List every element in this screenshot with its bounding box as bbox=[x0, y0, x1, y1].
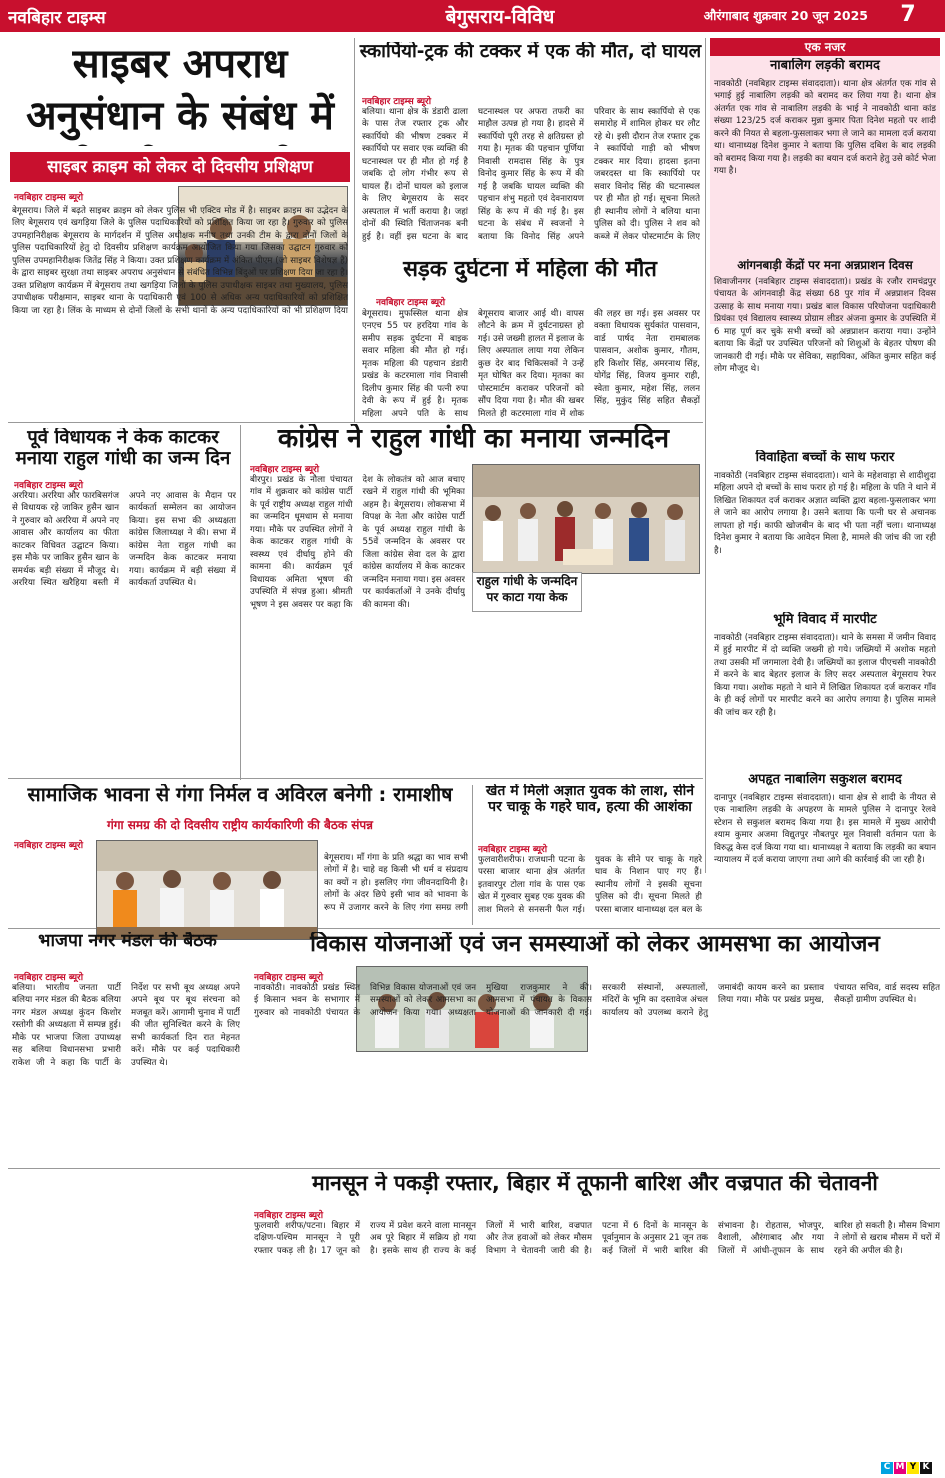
cyber-subhead: साइबर क्राइम को लेकर दो दिवसीय प्रशिक्षण bbox=[10, 152, 350, 182]
rule-1 bbox=[354, 38, 355, 423]
bhajpa-headline: भाजपा नगर मंडल की बैठक bbox=[38, 932, 217, 951]
purv-vidhayak-body: अररिया। अररिया और फारबिसगंज से विधायक रहे जाकिर हुसैन खान ने गुरुवार को अररिया में अपने नए आवास और कार्यालय का फीता काटकर विधिवत उद्घाटन किया। इस मौके पर जाकिर हुसैन खान के समर्थक बड़ी संख्या में मौजूद थे। अररिया स्थित खरैहिया बस्ती में अपने नए आवास के मैदान पर कार्यकर्ता सम्मेलन का आयोजन किया। इस सभा की अध्यक्षता कांग्रेस जिलाध्यक्ष ने की। सभा में कांग्रेस नेता राहुल गांधी का जन्मदिन केक काटकर मनाया गया। कार्यक्रम में बड़ी संख्या में कार्यकर्ता उपस्थित थे। bbox=[12, 491, 236, 589]
section-title: बेगुसराय-विविध bbox=[445, 6, 555, 28]
khet-byline: नवबिहार टाइम्स ब्यूरो bbox=[478, 845, 548, 854]
purv-byline: नवबिहार टाइम्स ब्यूरो bbox=[14, 481, 84, 490]
color-mark-y: Y bbox=[907, 1462, 919, 1474]
rule-2 bbox=[705, 38, 706, 873]
anganwadi-headline: आंगनबाड़ी केंद्रों पर मना अन्नप्राशन दिवस bbox=[737, 258, 913, 272]
congress-byline: नवबिहार टाइम्स ब्यूरो bbox=[250, 465, 320, 474]
bal-vivah-body: नावकोठी (नवबिहार टाइम्स संवाददाता)। थाने के महेशवाड़ा से शादीशुदा महिला अपने दो बच्चों के साथ फरार हो गई है। महिला के पति ने थाने में लिखित शिकायत दर्ज कराकर अज्ञात व्यक्ति द्वारा बहला-फुसलाकर भगा ले जाने का आरोप लगाया है। उसने बताया कि पत्नी घर से अचानक लापता हो गई। काफी खोजबीन के बाद भी पता नहीं चला। थानाध्यक्ष दिनेश कुमार ने बताया कि आवेदन मिला है, मामले की जांच की जा रही है। bbox=[714, 471, 936, 556]
khet-body: फुलवारीशरीफ। राजधानी पटना के परसा बाजार थाना क्षेत्र अंतर्गत इतवारपुर टोला गांव के पास एक खेत में गुरुवार सुबह एक युवक की लाश मिलने से सनसनी फैल गई। युवक के सीने पर चाकू के गहरे घाव के निशान पाए गए हैं। स्थानीय लोगों ने इसकी सूचना पुलिस को दी। सूचना मिलते ही परसा बाजार थानाध्यक्ष दल बल के bbox=[478, 855, 702, 915]
apahrit-headline: अपहृत नाबालिग सकुशल बरामद bbox=[748, 772, 902, 787]
ek-nazar-body: नावकोठी (नवबिहार टाइम्स संवाददाता)। थाना क्षेत्र अंतर्गत एक गांव से भगाई हुई नाबालिग लड़की को बरामद कर लिया गया है। थाना क्षेत्र अंतर्गत एक गांव से नाबालिग लड़की के भाई ने नावकोठी थाना कांड संख्या 123/25 दर्ज कराकर मुन्ना कुमार पिता दिनेश महतो पर शादी करने की नियत से बहला-फुसलाकर भगा ले जाने का मामला दर्ज कराया था। थानाध्यक्ष दिनेश कुमार ने बताया कि पुलिस दबिश के बाद लड़की को बरामद किया गया है। लड़की का बयान दर्ज कराने हेतु उसे कोर्ट भेजा गया है। bbox=[714, 79, 936, 177]
bhumi-body: नावकोठी (नवबिहार टाइम्स संवाददाता)। थाने के समसा में जमीन विवाद में हुई मारपीट में दो व्यक्ति जख्मी हो गये। जख्मियों में अशोक महतो तथा उसकी माँ जगमाला देवी है। जख्मियों का इलाज पीएचसी नावकोठी में करने के बाद बेहतर इलाज के लिए सदर अस्पताल बेगूसराय रेफर किया गया। अशोक महतो ने थाने में लिखित शिकायत दर्ज कराकर गाँव के ही कई लोगों पर मारपीट करने का आरोप लगाया है। पुलिस मामले की जांच कर रही है। bbox=[714, 633, 936, 718]
khet-headline: खेत में मिली अज्ञात युवक की लाश, सीने पर चाकू के गहरे घाव, हत्या की आशंका bbox=[485, 784, 695, 815]
rule-h2 bbox=[8, 778, 703, 779]
bhumi-headline: भूमि विवाद में मारपीट bbox=[773, 612, 877, 627]
scorpio-body: बलिया। थाना क्षेत्र के डंडारी ढाला के पास तेज रफ्तार ट्रक और स्कार्पियो की भीषण टक्कर में स्कार्पियो पर सवार एक व्यक्ति की घटनास्थल पर ही मौत हो गई है जबकि दो लोग गंभीर रूप से घायल हैं। दोनों घायल को इलाज के लिए बेगूसराय के सदर अस्पताल में भर्ती कराया है। जहां दोनों की स्थिति चिंताजनक बनी हुई है। वहीं इस घटना के बाद घटनास्थल पर अफरा तफरी का माहौल उत्पन्न हो गया है। हादसे में स्कार्पियो पूरी तरह से क्षतिग्रस्त हो गया है। मृतक की पहचान पूर्णिया निवासी रामदास सिंह के पुत्र विनोद कुमार सिंह के रूप में की गई है जबकि घायल व्यक्ति की पहचान शंभु महतो एवं देवनारायण सिंह के रूप में की गई है। इस घटना के संबंध में स्वजनों ने बताया कि विनोद सिंह अपने परिवार के साथ स्कार्पियो से एक समारोह में शामिल होकर घर लौट रहे थे। इसी दौरान तेज रफ्तार ट्रक ने स्कार्पियो गाड़ी को भीषण टक्कर मार दिया। हादसा इतना जबरदस्त था कि स्कार्पियो पर सवार विनोद सिंह की घटनास्थल पर ही मौत हो गई। सूचना मिलते ही स्थानीय लोगों ने बलिया थाना पुलिस को दी। पुलिस ने शव को कब्जे में लेकर पोस्टमार्टम के लिए bbox=[362, 107, 700, 242]
scorpio-headline: स्कार्पियो-ट्रक की टक्कर में एक की मौत, दो घायल bbox=[359, 42, 702, 62]
mansoon-byline: नवबिहार टाइम्स ब्यूरो bbox=[254, 1211, 324, 1220]
bal-vivah-headline: विवाहिता बच्चों के साथ फरार bbox=[755, 450, 895, 465]
ganga-byline: नवबिहार टाइम्स ब्यूरो bbox=[14, 841, 84, 850]
cyber-body: बेगूसराय। जिले में बढ़ते साइबर क्राइम को लेकर पुलिस भी एक्टिव मोड में है। साइबर क्राइम का उद्भेदन के लिए बेगूसराय एवं खगड़िया जिले के पुलिस पदाधिकारियों को प्रशिक्षित किया जा रहा है। गुरुवार को पुलिस उपमहानिरीक्षक बेगूसराय के मार्गदर्शन में पुलिस अधीक्षक मनीष तथा उनकी टीम के द्वारा दोनों जिलों के पुलिस पदाधिकारियों हेतु दो दिवसीय प्रशिक्षण कार्यक्रम आयोजित किया गया जिसका उद्घाटन गुरुवार को पुलिस उपमहानिरीक्षक जितेंद्र सिंह ने किया। उक्त प्रशिक्षण कार्यक्रम में अंकित पीएम (जो साइबर विशेषज्ञ हैं) के द्वारा साइबर सुरक्षा तथा साइबर अपराध अनुसंधान से संबंधित विभिन्न बिंदुओं पर प्रशिक्षण दिया जा रहा है। उक्त प्रशिक्षण कार्यक्रम में बेगूसराय तथा खगड़िया जिलों के पुलिस उपाधीक्षक साइबर तथा मुख्यालय, पुलिस उपाधीक्षक परीक्षमान, साइबर थाना के पदाधिकारी एवं 100 से अधिक अन्य पदाधिकारियों को प्रशिक्षित किया जा रहा है। लिंक के माध्यम से दोनों जिलों के सभी थानों के अन्य पदाधिकारियों को भी प्रशिक्षण दिया bbox=[12, 206, 348, 316]
bhajpa-byline: नवबिहार टाइम्स ब्यूरो bbox=[14, 973, 84, 982]
rule-4 bbox=[472, 785, 473, 925]
ek-nazar-headline: नाबालिग लड़की बरामद bbox=[770, 58, 880, 73]
cyber-headline: साइबर अपराध अनुसंधान के संबंध में bbox=[26, 41, 334, 139]
mansoon-headline: मानसून ने पकड़ी रफ्तार, बिहार में तूफानी बारिश और वज्रपात की चेतावनी bbox=[312, 1172, 878, 1195]
road-headline: सड़क दुर्घटना में महिला की मौत bbox=[403, 258, 657, 282]
congress-cake-photo bbox=[472, 464, 700, 574]
ganga-subhead: गंगा समग्र की दो दिवसीय राष्ट्रीय कार्यकारिणी की बैठक संपन्न bbox=[106, 818, 374, 832]
vikas-headline: विकास योजनाओं एवं जन समस्याओं को लेकर आमसभा का आयोजन bbox=[310, 932, 880, 957]
color-mark-k: K bbox=[920, 1462, 932, 1474]
cyber-byline: नवबिहार टाइम्स ब्यूरो bbox=[14, 193, 84, 202]
place-date: औरंगाबाद शुक्रवार 20 जून 2025 bbox=[703, 8, 868, 23]
road-byline: नवबिहार टाइम्स ब्यूरो bbox=[376, 298, 446, 307]
mansoon-body: फुलवारी शरीफ/पटना। बिहार में दक्षिण-पश्चिम मानसून ने पूरी रफ्तार पकड़ ली है। 17 जून को राज्य में प्रवेश करने वाला मानसून अब पूरे बिहार में सक्रिय हो गया है। इसके साथ ही राज्य के कई जिलों में भारी बारिश, वज्रपात और तेज हवाओं को लेकर मौसम विभाग ने चेतावनी जारी की है। पटना में 6 दिनों के मानसून के पूर्वानुमान के अनुसार 21 जून तक कई जिलों में भारी बारिश की संभावना है। रोहतास, भोजपुर, वैशाली, औरंगाबाद और गया जिलों में आंधी-तूफान के साथ बारिश हो सकती है। मौसम विभाग ने लोगों से खराब मौसम में घरों में रहने की अपील की है। bbox=[254, 1221, 940, 1256]
ganga-body: बेगूसराय। माँ गंगा के प्रति श्रद्धा का भाव सभी लोगों में है। चाहे वह किसी भी धर्म व संप्रदाय का क्यों न हो। इसलिए गंगा जीवनदायिनी है। लोगों के अंदर छिपे इसी भाव को भावना के रूप में उजागर करने के लिए गंगा समग्र लगी bbox=[324, 853, 468, 913]
ganga-headline: सामाजिक भावना से गंगा निर्मल व अविरल बनेगी : रामाशीष bbox=[27, 784, 453, 806]
vikas-body: नावकोठी। नावकोठी प्रखंड स्थित ई किसान भवन के सभागार में गुरुवार को नावकोठी पंचायत के विभिन्न विकास योजनाओं एवं जन समस्याओं को लेकर आमसभा का आयोजन किया गया। अध्यक्षता मुखिया राजकुमार ने की। आमसभा में पंचायत के विकास योजनाओं की जानकारी दी गई। सरकारी संस्थानों, अस्पतालों, मंदिरों के भूमि का दस्तावेज अंचल कार्यालय को उपलब्ध कराने हेतु जमाबंदी कायम करने का प्रस्ताव लिया गया। मौके पर प्रखंड प्रमुख, पंचायत सचिव, वार्ड सदस्य सहित सैकड़ों ग्रामीण उपस्थित थे। bbox=[254, 983, 940, 1018]
bhajpa-body: बलिया। भारतीय जनता पार्टी बलिया नगर मंडल की बैठक बलिया नगर मंडल अध्यक्ष कुंदन किशोर रस्तोगी की अध्यक्षता में सम्पन्न हुई। मौके पर भाजपा जिला उपाध्यक्ष सह बलिया विधानसभा प्रभारी राकेश जी ने कहा कि पार्टी के निर्देश पर सभी बूथ अध्यक्ष अपने अपने बूथ पर बूथ संरचना को मजबूत करें। आगामी चुनाव में पार्टी की जीत सुनिश्चित करने के लिए सभी कार्यकर्ता दिन रात मेहनत करें। मौके पर कई पदाधिकारी उपस्थित थे। bbox=[12, 983, 240, 1068]
congress-headline: कांग्रेस ने राहुल गांधी का मनाया जन्मदिन bbox=[277, 424, 670, 454]
cyber-body-cont bbox=[180, 308, 348, 338]
rule-3 bbox=[240, 425, 241, 780]
congress-body: बीरपुर। प्रखंड के नौला पंचायत गांव में शुक्रवार को कांग्रेस पार्टी के पूर्व राष्ट्रीय अध्यक्ष राहुल गांधी का जन्मदिन धूमधाम से मनाया गया। मौके पर उपस्थित लोगों ने केक काटकर राहुल गांधी के स्वस्थ्य एवं दीर्घायु होने की कामना की। कार्यक्रम पूर्व विधायक अमिता भूषण की उपस्थिति में संपन्न हुआ। श्रीमती भूषण ने इस अवसर पर कहा कि देश के लोकतंत्र को आज बचाए रखने में राहुल गांधी की भूमिका अहम है। बेगूसराय। लोकसभा में विपक्ष के नेता और कांग्रेस पार्टी के पूर्व अध्यक्ष राहुल गांधी के 55वें जन्मदिन के अवसर पर जिला कांग्रेस सेवा दल के द्वारा कांग्रेस कार्यालय में केक काटकर जन्मदिन मनाया गया। इस अवसर पर कार्यकर्ताओं ने उनके दीर्घायु की कामना की। bbox=[250, 475, 465, 610]
color-register-marks bbox=[880, 1462, 942, 1476]
anganwadi-body: शिवाजीनगर (नवबिहार टाइम्स संवाददाता)। प्रखंड के रजौर रामचंद्रपुर पंचायत के आंगनवाड़ी केंद्र संख्या 68 पुर गांव में अन्नप्राशन दिवस उत्साह के साथ मनाया गया। प्रखंड बाल विकास परियोजना पदाधिकारी प्रियंका एवं विद्यालय स्वास्थ्य प्रोग्राम लीडर अंजना कुमार के उपस्थिति में 6 माह पूर्ण कर चुके सभी बच्चों को अन्नप्राशन कराया गया। उन्होंने बताया कि केंद्रों पर उपस्थित परिजनों को शिशुओं के बेहतर पोषण की जानकारी दी गई। मौके पर सेविका, सहायिका, अंकित कुमार सहित कई लोग मौजूद थे। bbox=[714, 277, 936, 375]
rule-h1 bbox=[8, 422, 703, 423]
color-mark-m: M bbox=[895, 1462, 905, 1472]
ek-nazar-label: एक नजर bbox=[710, 38, 940, 56]
road-body: बेगूसराय। मुफस्सिल थाना क्षेत्र एनएच 55 पर हरदिया गांव के समीप सड़क दुर्घटना में बाइक सवार महिला की मौत हो गई। मृतक महिला की पहचान डंडारी प्रखंड के कटरमाला गांव निवासी दिलीप कुमार सिंह की पत्नी रुपा देवी के रूप में हुई है। मृतक महिला अपने पति के साथ बेगूसराय बाजार आई थी। वापस लौटने के क्रम में दुर्घटनाग्रस्त हो गई। उसे जख्मी हालत में इलाज के लिए अस्पताल लाया गया लेकिन कुछ देर बाद चिकित्सकों ने उन्हें मृत घोषित कर दिया। मृतका का पोस्टमार्टम कराकर परिजनों को सौंप दिया गया है। मौत की खबर मिलते ही कटरमाला गांव में शोक की लहर छा गई। इस अवसर पर वक्ता विधायक सुर्यकांत पासवान, वार्ड पार्षद नेता रामबालक पासवान, अशोक कुमार, गौतम, हरि किशोर सिंह, अमरनाथ सिंह, योगेंद्र सिंह, विजय कुमार राही, स्वेता कुमार, महेश सिंह, ललन सिंह, मुकुंद सिंह सहित सैकड़ों bbox=[362, 309, 700, 419]
congress-photo-caption: राहुल गांधी के जन्मदिन पर काटा गया केक bbox=[472, 572, 582, 612]
vikas-byline: नवबिहार टाइम्स ब्यूरो bbox=[254, 973, 324, 982]
purv-vidhayak-headline: पूर्व विधायक ने केक काटकर मनाया राहुल गांधी का जन्म दिन bbox=[15, 428, 231, 469]
page-number: 7 bbox=[900, 2, 916, 27]
scorpio-byline: नवबिहार टाइम्स ब्यूरो bbox=[362, 97, 432, 106]
apahrit-body: दानापुर (नवबिहार टाइम्स संवाददाता)। थाना क्षेत्र से शादी के नीयत से एक नाबालिग लड़की के अपहरण के मामले पुलिस ने दानापुर रेलवे स्टेशन से सकुशल बरामद किया गया है। इस मामले में मुख्य आरोपी श्याम कुमार अजमा विद्युतपुर नौबतपुर मूल निवासी वर्तमान पता के विरुद्ध केस दर्ज किया गया था। थानाध्यक्ष ने बताया कि लड़की का बयान न्यायालय में दर्ज कराया जाएगा तथा आगे की कार्रवाई की जा रही है। bbox=[714, 793, 936, 866]
color-mark-c: C bbox=[881, 1462, 893, 1474]
paper-name: नवबिहार टाइम्स bbox=[8, 8, 106, 28]
